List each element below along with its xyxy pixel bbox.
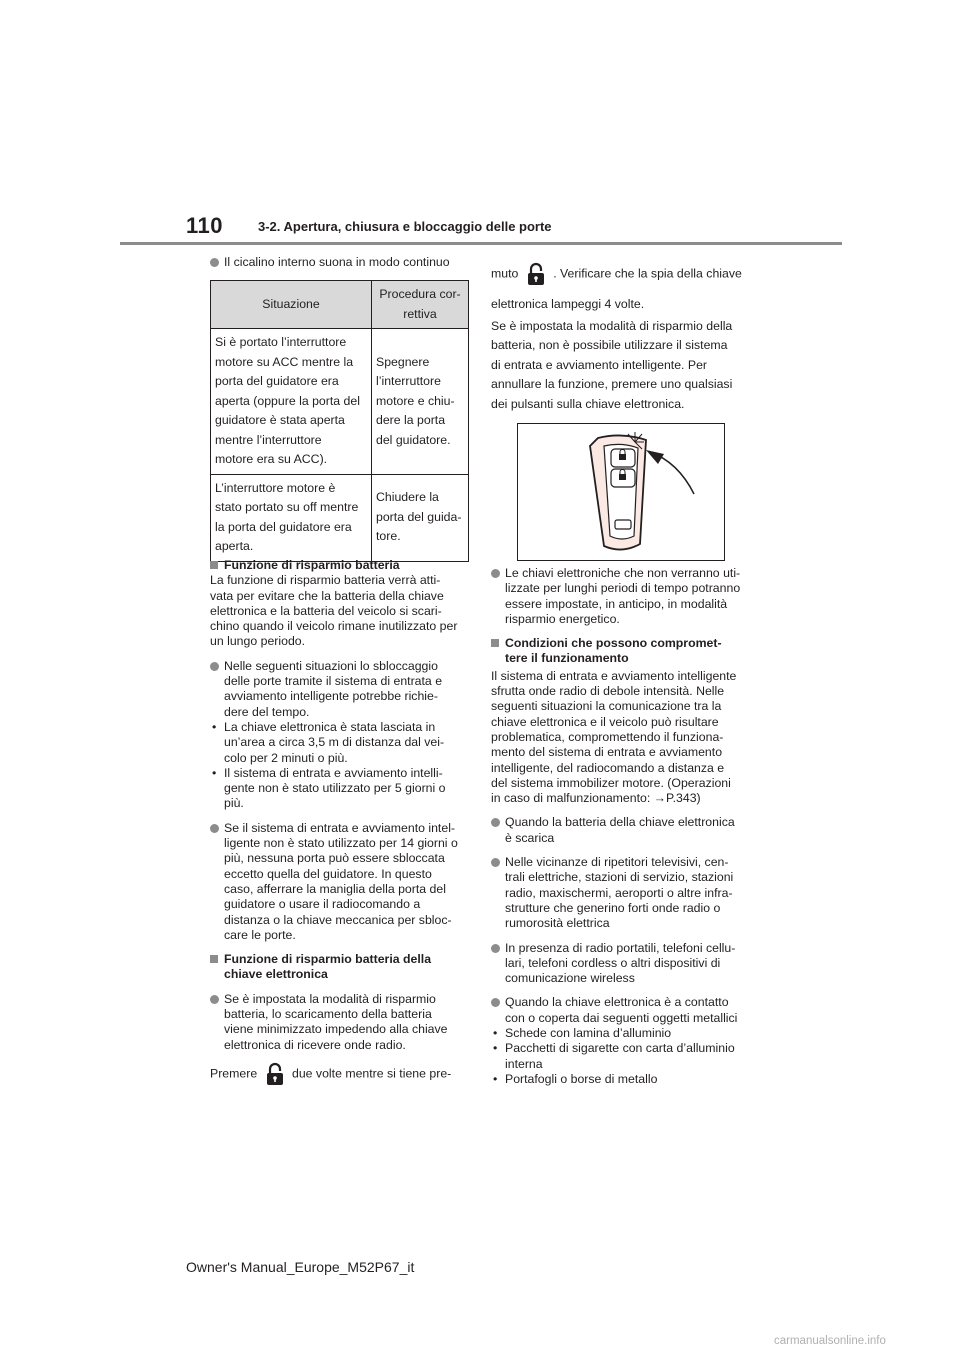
table-header-situation: Situazione bbox=[211, 281, 372, 329]
text-line: eccetto quella del guidatore. In questo bbox=[224, 866, 432, 881]
situation-table bbox=[210, 280, 469, 562]
text-line: strutture che generino forti onde radio o bbox=[505, 900, 721, 915]
text-line: elettronica lampeggi 4 volte. bbox=[491, 297, 645, 311]
left-column-body bbox=[210, 558, 472, 1086]
bullet-dot bbox=[491, 944, 500, 953]
square-marker bbox=[210, 561, 218, 569]
text-line: più. bbox=[224, 796, 244, 811]
bullet-dot bbox=[210, 824, 219, 833]
text-line: gente non è stato utilizzato per 5 giorni o bbox=[224, 781, 446, 796]
text-line: è scarica bbox=[505, 830, 555, 845]
lock-icon bbox=[265, 1062, 285, 1086]
right-column-body bbox=[491, 566, 753, 1087]
header-rule bbox=[120, 242, 842, 245]
bullet-dot bbox=[210, 258, 219, 267]
text-line: motore e chiu- bbox=[376, 393, 455, 408]
text-line: Le chiavi elettroniche che non verranno uti- bbox=[505, 566, 741, 580]
text-line: Nelle seguenti situazioni lo sbloccaggio bbox=[224, 658, 438, 673]
text-line: risparmio energetico. bbox=[505, 611, 620, 626]
muto-after-text: . Verificare che la spia della chiave bbox=[553, 266, 742, 281]
text-line: problematica, compromettendo il funziona- bbox=[491, 729, 724, 744]
sub-bullet-mark: • bbox=[493, 1071, 498, 1086]
bullet-text bbox=[505, 855, 753, 931]
text-line: care le porte. bbox=[224, 927, 296, 942]
bullet-item bbox=[491, 941, 753, 987]
heading-key-save bbox=[210, 952, 472, 983]
text-line: viene minimizzato impedendo alla chiave bbox=[224, 1022, 448, 1037]
muto-line bbox=[491, 262, 753, 286]
bullet-dot bbox=[491, 818, 500, 827]
bullet-dot bbox=[210, 995, 219, 1004]
bullet-text bbox=[505, 941, 753, 987]
text-line: la porta del guidatore era bbox=[215, 519, 352, 534]
text-line: porta del guidatore era bbox=[215, 374, 339, 388]
bullet-text bbox=[505, 566, 753, 627]
lock-icon bbox=[526, 262, 546, 286]
text-line: batteria, lo scaricamento della batteria bbox=[224, 1007, 432, 1022]
text-line: Condizioni che possono compromet- bbox=[505, 636, 722, 651]
section-title: 3-2. Apertura, chiusura e bloccaggio delle porte bbox=[258, 219, 552, 234]
text-line: elettronica e la batteria del veicolo si scari- bbox=[210, 603, 442, 618]
bullet-item bbox=[491, 566, 753, 627]
sub-bullet-text bbox=[505, 1072, 753, 1087]
footer-manual-id: Owner's Manual_Europe_M52P67_it bbox=[186, 1259, 415, 1275]
text-line: aperta. bbox=[215, 539, 254, 553]
text-line: interna bbox=[505, 1056, 543, 1071]
sub-bullet bbox=[210, 766, 472, 812]
text-line: lari, telefoni cordless o altri dispositivi di bbox=[505, 955, 721, 970]
text-line: Schede con lamina d’alluminio bbox=[505, 1026, 672, 1041]
text-line: batteria, non è possibile utilizzare il sistema bbox=[491, 338, 728, 352]
text-line: Il sistema di entrata e avviamento intelli- bbox=[224, 765, 443, 780]
text-line: Se il sistema di entrata e avviamento intel- bbox=[224, 820, 456, 835]
heading-text bbox=[224, 952, 472, 983]
text-line: intelligente, del radiocomando a distanza e bbox=[491, 760, 725, 775]
bullet-text bbox=[505, 815, 753, 846]
table-cell-procedure bbox=[372, 474, 469, 561]
text-line: annullare la funzione, premere uno qualsiasi bbox=[491, 377, 733, 391]
text-line: Si è portato l’interruttore bbox=[215, 335, 347, 349]
bullet-dot bbox=[210, 662, 219, 671]
press-after-text: due volte mentre si tiene pre- bbox=[292, 1066, 452, 1081]
table-cell-procedure bbox=[372, 329, 469, 475]
heading-battery-save bbox=[210, 558, 472, 573]
text-line: stato portato su off mentre bbox=[215, 500, 359, 514]
page-number: 110 bbox=[186, 213, 223, 238]
heading-text: Funzione di risparmio batteria bbox=[224, 558, 400, 572]
bullet-item bbox=[210, 821, 472, 943]
text-line: Quando la batteria della chiave elettronica bbox=[505, 815, 735, 830]
electronic-key-illustration bbox=[517, 423, 725, 561]
bullet-dot bbox=[491, 858, 500, 867]
sub-bullet-mark: • bbox=[212, 765, 217, 780]
text-line: dei pulsanti sulla chiave elettronica. bbox=[491, 396, 685, 411]
text-line: più, nessuna porta può essere sbloccata bbox=[224, 851, 445, 866]
text-line: ligente non è stato utilizzato per 14 giorni o bbox=[224, 836, 458, 851]
table-cell-situation bbox=[211, 474, 372, 561]
table-row bbox=[211, 474, 469, 561]
text-line: trali elettriche, stazioni di servizio, stazioni bbox=[505, 870, 734, 885]
sub-bullet-text bbox=[505, 1041, 753, 1072]
sub-bullet bbox=[210, 720, 472, 766]
text-line: Quando la chiave elettronica è a contatto bbox=[505, 995, 729, 1010]
left-top-bullet bbox=[210, 255, 472, 279]
text-line: Se è impostata la modalità di risparmio della bbox=[491, 318, 733, 333]
bullet-item bbox=[491, 855, 753, 931]
square-marker bbox=[210, 955, 218, 963]
text-line: dere la porta bbox=[376, 413, 446, 427]
square-marker bbox=[491, 639, 499, 647]
text-line: mento del sistema di entrata e avviamento bbox=[491, 745, 723, 760]
text-line: radio, maxischermi, aeroporti o altre infra- bbox=[505, 885, 733, 900]
bullet-text bbox=[505, 995, 753, 1026]
paragraph-blink bbox=[491, 295, 753, 315]
right-column-top bbox=[491, 262, 753, 414]
text-line: chiave elettronica bbox=[224, 967, 328, 982]
sub-bullet bbox=[491, 1026, 753, 1041]
sub-bullet bbox=[491, 1041, 753, 1072]
text-line: mentre l’interruttore bbox=[215, 432, 322, 447]
bullet-text bbox=[224, 992, 472, 1053]
text-line: sfrutta onde radio di debole intensità. Nelle bbox=[491, 684, 725, 699]
top-bullet-text: Il cicalino interno suona in modo continuo bbox=[224, 255, 450, 269]
heading-text bbox=[505, 636, 753, 667]
table-header-row bbox=[211, 281, 469, 329]
bullet-item bbox=[491, 815, 753, 846]
watermark: carmanualsonline.info bbox=[774, 1335, 886, 1347]
text-line: del guidatore. bbox=[376, 432, 451, 447]
table-cell-situation bbox=[211, 329, 372, 475]
text-line: La funzione di risparmio batteria verrà atti- bbox=[210, 573, 441, 588]
text-line: essere impostate, in anticipo, in modalità bbox=[505, 596, 728, 611]
sub-bullet-text bbox=[224, 720, 472, 766]
text-line: Pacchetti di sigarette con carta d’alluminio bbox=[505, 1041, 735, 1056]
bullet-dot bbox=[491, 569, 500, 578]
text-line: delle porte tramite il sistema di entrata e bbox=[224, 674, 443, 689]
bullet-dot bbox=[491, 998, 500, 1007]
text-line: aperta (oppure la porta del bbox=[215, 393, 360, 408]
text-line: Chiudere la bbox=[376, 490, 439, 505]
table-header-procedure bbox=[372, 281, 469, 329]
procedure-header-line: Procedura cor- bbox=[379, 287, 461, 301]
bullet-text bbox=[224, 821, 472, 943]
text-line: distanza o la chiave meccanica per sbloc- bbox=[224, 912, 452, 927]
sub-bullet-text bbox=[505, 1026, 753, 1041]
sub-bullet-mark: • bbox=[493, 1026, 498, 1041]
text-line: colo per 2 minuti o più. bbox=[224, 750, 348, 765]
press-before-text: Premere bbox=[210, 1066, 258, 1081]
text-line: Se è impostata la modalità di risparmio bbox=[224, 991, 436, 1006]
text-line: vata per evitare che la batteria della chiave bbox=[210, 588, 444, 603]
text-line: motore era su ACC). bbox=[215, 452, 328, 466]
heading-conditions bbox=[491, 636, 753, 667]
text-line: La chiave elettronica è stata lasciata in bbox=[224, 719, 436, 734]
text-line: guidatore o usare il radiocomando a bbox=[224, 897, 421, 912]
text-line: elettronica di ricevere onde radio. bbox=[224, 1037, 406, 1052]
text-line: con o coperta dai seguenti oggetti metallici bbox=[505, 1010, 738, 1025]
bullet-item bbox=[210, 992, 472, 1053]
text-line: lizzate per lunghi periodi di tempo potranno bbox=[505, 581, 741, 596]
text-line: L’interruttore motore è bbox=[215, 480, 336, 495]
table-row bbox=[211, 329, 469, 475]
text-line: l’interruttore bbox=[376, 374, 441, 388]
text-line: chino quando il veicolo rimane inutilizzato per bbox=[210, 619, 458, 634]
text-line: rumorosità elettrica bbox=[505, 916, 610, 931]
muto-before-text: muto bbox=[491, 266, 519, 281]
text-line: porta del guida- bbox=[376, 509, 462, 524]
paragraph-conditions bbox=[491, 669, 753, 807]
text-line: comunicazione wireless bbox=[505, 971, 635, 986]
text-line: un lungo periodo. bbox=[210, 634, 306, 649]
text-line: un’area a circa 3,5 m di distanza dal vei- bbox=[224, 735, 445, 750]
paragraph-cancel bbox=[491, 317, 753, 415]
text-line: seguenti situazioni la comunicazione tra la bbox=[491, 699, 722, 714]
text-line: in caso di malfunzionamento: →P.343) bbox=[491, 791, 701, 806]
key-drawing bbox=[518, 424, 724, 560]
sub-bullet bbox=[491, 1072, 753, 1087]
text-line: dere del tempo. bbox=[224, 704, 310, 719]
text-line: Portafogli o borse di metallo bbox=[505, 1071, 658, 1086]
press-instruction bbox=[210, 1062, 472, 1086]
text-line: del sistema immobilizer motore. (Operazioni bbox=[491, 775, 731, 790]
sub-bullet-text bbox=[224, 766, 472, 812]
text-line: avviamento intelligente potrebbe richie- bbox=[224, 689, 438, 704]
text-line: Funzione di risparmio batteria della bbox=[224, 952, 432, 967]
bullet-item bbox=[491, 995, 753, 1026]
sub-bullet-mark: • bbox=[212, 719, 217, 734]
text-line: Il sistema di entrata e avviamento intelligente bbox=[491, 668, 737, 683]
text-line: Nelle vicinanze di ripetitori televisivi, cen- bbox=[505, 855, 729, 870]
text-line: di entrata e avviamento intelligente. Per bbox=[491, 357, 708, 372]
text-line: caso, afferrare la maniglia della porta del bbox=[224, 881, 446, 896]
paragraph-battery-save bbox=[210, 573, 472, 649]
text-line: guidatore è stata aperta bbox=[215, 413, 345, 427]
text-line: Spegnere bbox=[376, 354, 430, 369]
bullet-text bbox=[224, 659, 472, 720]
text-line: tore. bbox=[376, 529, 401, 544]
sub-bullet-mark: • bbox=[493, 1041, 498, 1056]
text-line: chiave elettronica e il veicolo può risultare bbox=[491, 714, 719, 729]
text-line: In presenza di radio portatili, telefoni cellu- bbox=[505, 940, 736, 955]
text-line: tere il funzionamento bbox=[505, 651, 629, 666]
bullet-item bbox=[210, 659, 472, 812]
procedure-header-line: rettiva bbox=[403, 306, 437, 321]
text-line: motore su ACC mentre la bbox=[215, 354, 354, 369]
